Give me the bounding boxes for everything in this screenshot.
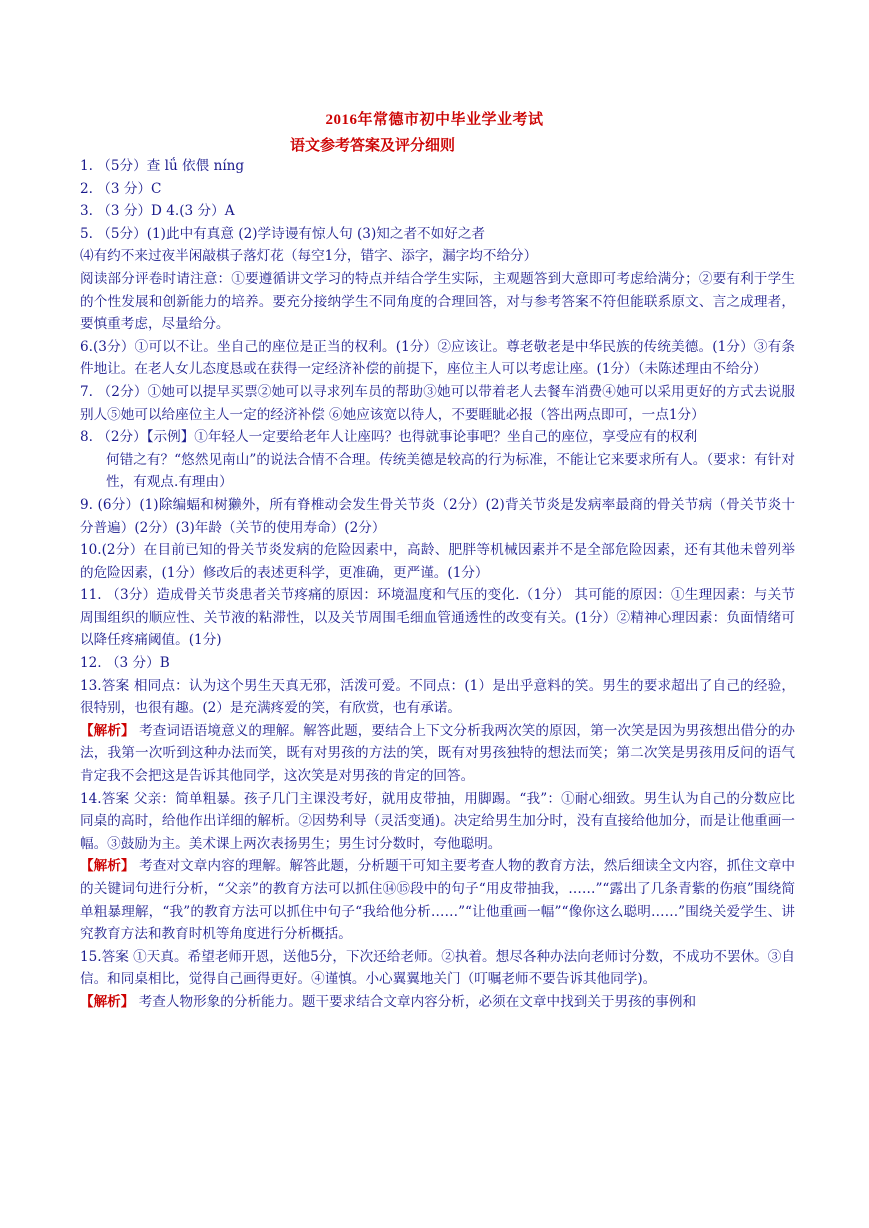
answer-q8: 8. （2分）【示例】①年轻人一定要给老年人让座吗？也得就事论事吧？坐自己的座位，享受应有的权利 xyxy=(80,429,698,446)
analysis-label: 【解析】 xyxy=(80,993,135,1010)
answer-body xyxy=(80,155,795,1014)
answer-q12: 12. （3 分）B xyxy=(80,655,170,672)
answer-q11: 11. （3分）造成骨关节炎患者关节疼痛的原因：环境温度和气压的变化.（1分） 其可能的原因：①生理因素：与关节周围组织的顺应性、关节液的粘滞性，以及关节周围毛细血管通透性的改变有关。(1分）②精神心理因素：负面情绪可以降任疼痛阈值。(1分) xyxy=(80,587,795,649)
document-subtitle: 语文参考答案及评分细则 xyxy=(290,138,456,154)
answer-q9: 9. (6分）(1)除编蝠和树獭外，所有脊椎动会发生骨关节炎（2分）(2)背关节炎是发病率最商的骨关节病（骨关节炎十分普遍）(2分）(3)年龄（关节的使用寿命）(2分） xyxy=(80,496,795,536)
analysis-label: 【解析】 xyxy=(80,722,135,739)
answer-q15: 15.答案 ①天真。希望老师开恩，送他5分，下次还给老师。②执着。想尽各种办法向老师讨分数，不成功不罢休。③自信。和同桌相比，觉得自己画得更好。④谨慎。小心翼翼地关门（叮嘱老师不要告诉其他同学)。 xyxy=(80,948,795,988)
answer-q2: 2. （3 分）C xyxy=(80,180,162,197)
answer-q8-cont: 何错之有？“悠然见南山”的说法合情不合理。传统美德是较高的行为标准，不能让它来要求所有人。（要求：有针对性，有观点.有理由） xyxy=(106,451,795,491)
analysis-label: 【解析】 xyxy=(80,858,135,875)
analysis-q13 xyxy=(80,720,795,788)
answer-q10: 10.(2分）在目前已知的骨关节炎发病的危险因素中，高龄、肥胖等机械因素并不是全部危险因素，还有其他未曾列举的危险因素，(1分）修改后的表述更科学，更准确，更严谨。(1分） xyxy=(80,542,795,581)
analysis-q15 xyxy=(80,991,795,1014)
answer-q6: 6.(3分）①可以不让。坐自己的座位是正当的权利。(1分）②应该让。尊老敬老是中华民族的传统美德。(1分）③有条件地让。在老人女儿态度恳或在获得一定经济补偿的前提下，座位主人可以考虑让座。(1分）（未陈述理由不给分） xyxy=(80,338,795,378)
analysis-q14 xyxy=(80,855,795,945)
answer-q1: 1. （5分）查 lǘ 依偎 níng xyxy=(80,158,245,174)
grading-note: 阅读部分评卷时请注意：①要遵循讲文学习的特点并结合学生实际，主观题答到大意即可考虑给满分；②要有利于学生的个性发展和创新能力的培养。要充分接纳学生不同角度的合理回答，对与参考答案不符但能联系原文、言之成理者，要慎重考虑，尽量给分。 xyxy=(80,270,795,333)
answer-q5-part4: ⑷有约不来过夜半闲敲棋子落灯花（每空1分，错字、添字，漏字均不给分） xyxy=(80,248,538,265)
analysis-text: 考查词语语境意义的理解。解答此题，要结合上下文分析我两次笑的原因，第一次笑是因为男孩想出借分的办法，我第一次听到这种办法而笑，既有对男孩的方法的笑，既有对男孩独特的想法而笑；第二次笑是男孩用反问的语气肯定我不会把这是告诉其他同学，这次笑是对男孩的肯定的回答。 xyxy=(80,722,795,785)
answer-q5: 5. （5分）(1)此中有真意 (2)学诗谩有惊人句 (3)知之者不如好之者 xyxy=(80,225,486,242)
answer-q13: 13.答案 相同点：认为这个男生天真无邪，活泼可爱。不同点：(1）是出乎意料的笑。男生的要求超出了自己的经验，很特别，也很有趣。(2）是充满疼爱的笑，有欣赏，也有承诺。 xyxy=(80,677,795,717)
answer-q14: 14.答案 父亲：简单粗暴。孩子几门主课没考好，就用皮带抽，用脚踢。“我”：①耐心细致。男生认为自己的分数应比同桌的高时，给他作出详细的解析。②因势利导（灵活变通)。决定给男生加分时，没有直接给他加分，而是让他重画一幅。③鼓励为主。美术课上两次表扬男生；男生讨分数时，夸他聪明。 xyxy=(80,790,795,852)
analysis-text: 考查人物形象的分析能力。题干要求结合文章内容分析，必须在文章中找到关于男孩的事例和 xyxy=(134,993,697,1010)
answer-q3: 3. （3 分）D 4.(3 分）A xyxy=(80,203,235,220)
answer-q7: 7. （2分）①她可以提早买票②她可以寻求列车员的帮助③她可以带着老人去餐车消费④她可以采用更好的方式去说服别人⑤她可以给座位主人一定的经济补偿 ⑥她应该宽以待人，不要睚眦必报（答出两点即可，一点1分） xyxy=(80,383,795,423)
analysis-text: 考查对文章内容的理解。解答此题，分析题干可知主要考查人物的教育方法，然后细读全文内容，抓住文章中的关键词句进行分析，“父亲”的教育方法可以抓住⑭⑮段中的句子“用皮带抽我，……”“露出了几条青紫的伤痕”围绕简单粗暴理解，“我”的教育方法可以抓住中句子“我给他分析……”“让他重画一幅”“像你这么聪明……”围绕关爱学生、讲究教育方法和教育时机等角度进行分析概括。 xyxy=(80,858,795,943)
document-title: 2016年常德市初中毕业学业考试 xyxy=(325,112,544,128)
